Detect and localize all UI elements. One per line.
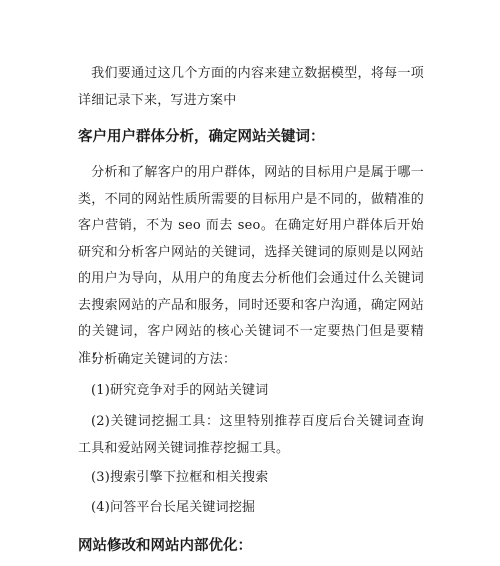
method-item: (3)搜索引擎下拉框和相关搜索	[91, 470, 269, 485]
section-heading-customer-analysis: 客户用户群体分析，确定网站关键词：	[78, 129, 325, 145]
intro-paragraph	[78, 61, 424, 114]
method-item	[78, 409, 424, 462]
methods-label: 分析确定关键词的方法：	[91, 352, 237, 367]
section-heading-site-optimization: 网站修改和网站内部优化：	[78, 538, 252, 554]
intro-text: 我们要通过这几个方面的内容来建立数据模型，将每一项详细记录下来，写进方案中	[78, 66, 424, 108]
customer-analysis-paragraph	[78, 160, 424, 372]
customer-analysis-text: 分析和了解客户的用户群体，网站的目标用户是属于哪一类，不同的网站性质所需要的目标用户是不同的，做精准的客户营销，不为 seo 而去 seo。在确定好用户群体后开始研究和分析客户网站的关键词，选择关键词的原则是以网站的用户为导向，从用户的角度去分析他们会通过什么关键词去搜索网站的产品和服务，同时还要和客户沟通，确定网站的关键词，客户网站的核心关键词不一定要热门但是要精准!	[78, 165, 424, 366]
method-item-text: (2)关键词挖掘工具：这里特别推荐百度后台关键词查询工具和爱站网关键词推荐挖掘工具。	[78, 414, 424, 456]
method-item: (1)研究竞争对手的网站关键词	[91, 383, 269, 398]
method-item: (4)问答平台长尾关键词挖掘	[91, 500, 256, 515]
